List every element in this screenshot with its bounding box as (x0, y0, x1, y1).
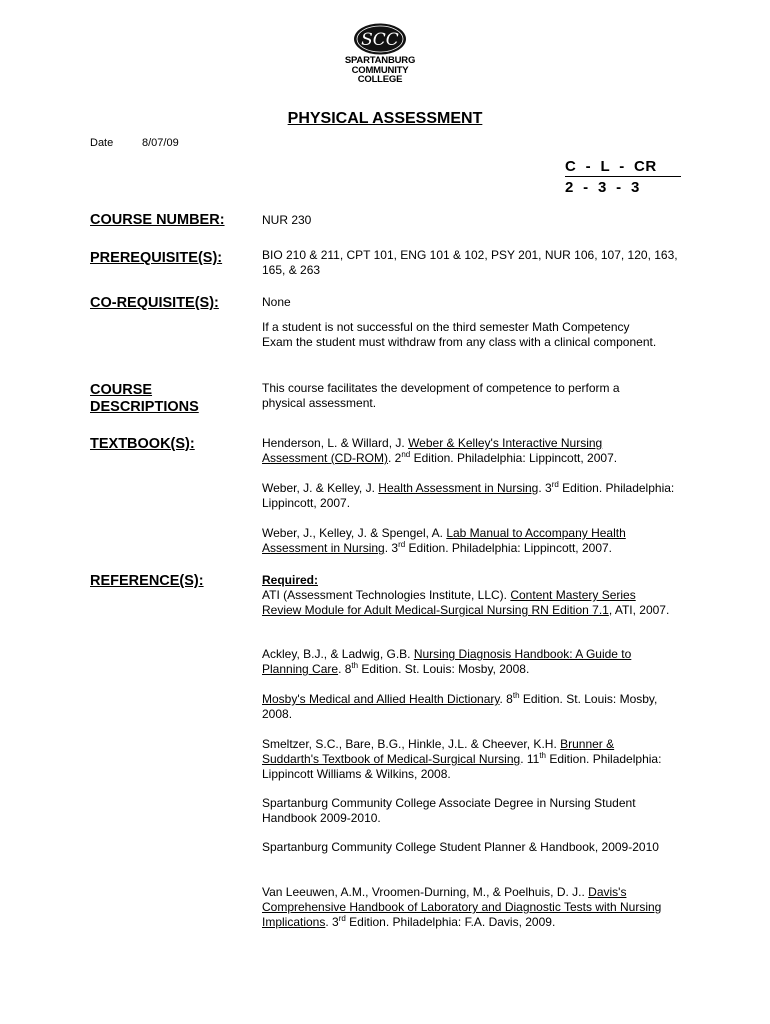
reference-edition-suffix: th (351, 661, 359, 670)
textbook-edition: . 3 (538, 481, 552, 495)
reference-item (262, 573, 672, 618)
reference-item: Spartanburg Community College Associate Degree in Nursing Student Handbook 2009-2010. (262, 796, 636, 825)
textbook-edition-suffix: rd (551, 480, 559, 489)
credit-hours-box (565, 158, 681, 196)
reference-edition: . 11 (520, 752, 540, 766)
course-description-label-line1: COURSE (90, 382, 153, 398)
logo-text-line3: COLLEGE (357, 74, 403, 85)
logo-text-line2: COMMUNITY (351, 64, 409, 76)
prerequisites-label: PREREQUISITE(S): (90, 250, 223, 266)
textbook-title: Lab Manual to Accompany Health Assessment in Nursing (262, 526, 626, 555)
reference-edition-suffix: th (512, 691, 520, 700)
college-logo (330, 22, 430, 85)
reference-title: Brunner & Suddarth's Textbook of Medical-Surgical Nursing (262, 737, 615, 766)
reference-title: Davis's Comprehensive Handbook of Laboratory and Diagnostic Tests with Nursing Implications (262, 885, 662, 929)
required-heading: Required: (262, 573, 319, 587)
reference-publisher: Edition. Philadelphia: F.A. Davis, 2009. (345, 915, 556, 929)
corequisites-note: If a student is not successful on the third semester Math Competency Exam the student must withdraw from any class with a clinical component. (262, 320, 657, 349)
textbook-edition-suffix: rd (398, 540, 406, 549)
reference-edition: . 8 (499, 692, 513, 706)
course-description-label-line2: DESCRIPTIONS (90, 399, 199, 415)
textbook-title: Health Assessment in Nursing (378, 481, 539, 495)
textbook-publisher: Edition. Philadelphia: Lippincott, 2007. (405, 541, 612, 555)
textbooks-label: TEXTBOOK(S): (90, 436, 195, 452)
date-label: Date (90, 137, 114, 149)
reference-authors: Van Leeuwen, A.M., Vroomen-Durning, M., & Poelhuis, D. J.. (262, 885, 589, 899)
reference-item (262, 647, 672, 677)
textbook-authors: Henderson, L. & Willard, J. (262, 436, 409, 450)
reference-edition-suffix: th (539, 751, 546, 760)
textbook-edition: . 3 (384, 541, 399, 555)
course-number-value: NUR 230 (262, 213, 312, 227)
reference-edition: , ATI, 2007. (608, 603, 670, 617)
textbook-edition: . 2 (388, 451, 402, 465)
reference-item (262, 885, 672, 930)
reference-publisher: Edition. Philadelphia: Lippincott Williams & Wilkins, 2008. (262, 752, 662, 781)
prerequisites-value: BIO 210 & 211, CPT 101, ENG 101 & 102, PSY 201, NUR 106, 107, 120, 163, 165, & 263 (262, 248, 678, 277)
reference-item: Spartanburg Community College Student Planner & Handbook, 2009-2010 (262, 840, 659, 854)
reference-authors: Ackley, B.J., & Ladwig, G.B. (262, 647, 414, 661)
textbook-authors: Weber, J., Kelley, J. & Spengel, A. (262, 526, 447, 540)
course-description-value: This course facilitates the development of competence to perform a physical assessment. (262, 381, 620, 410)
svg-text:SCC: SCC (361, 30, 399, 50)
textbook-title: Weber & Kelley's Interactive Nursing Assessment (CD-ROM) (262, 436, 603, 465)
textbook-authors: Weber, J. & Kelley, J. (262, 481, 379, 495)
course-number-label: COURSE NUMBER: (90, 212, 225, 228)
textbook-edition-suffix: nd (401, 450, 411, 459)
credit-hours-header: C - L - CR (565, 158, 681, 177)
reference-authors: Smeltzer, S.C., Bare, B.G., Hinkle, J.L. & Cheever, K.H. (262, 737, 561, 751)
textbook-item (262, 436, 662, 466)
reference-edition: . 3 (325, 915, 339, 929)
scc-monogram-icon (352, 22, 408, 56)
reference-item (262, 737, 672, 782)
textbook-publisher: Edition. Philadelphia: Lippincott, 2007. (410, 451, 618, 465)
credit-hours-values: 2 - 3 - 3 (565, 179, 640, 196)
document-title: PHYSICAL ASSESSMENT (287, 110, 483, 127)
logo-text-line1: SPARTANBURG (344, 55, 416, 66)
date-value: 8/07/09 (142, 137, 179, 149)
reference-publisher: Edition. St. Louis: Mosby, 2008. (262, 692, 658, 721)
textbook-item (262, 481, 682, 511)
corequisites-value: None (262, 295, 291, 309)
reference-authors: ATI (Assessment Technologies Institute, LLC). (262, 588, 511, 602)
reference-title: Content Mastery Series Review Module for Adult Medical-Surgical Nursing RN Edition 7.1 (262, 588, 636, 617)
reference-edition-suffix: rd (338, 914, 346, 923)
course-description-label (90, 382, 199, 416)
reference-publisher: Edition. St. Louis: Mosby, 2008. (358, 662, 530, 676)
corequisites-label: CO-REQUISITE(S): (90, 295, 219, 311)
textbook-item (262, 526, 662, 556)
textbook-publisher: Edition. Philadelphia: Lippincott, 2007. (262, 481, 675, 510)
reference-title: Nursing Diagnosis Handbook: A Guide to Planning Care (262, 647, 632, 676)
reference-title: Mosby's Medical and Allied Health Dictionary (262, 692, 500, 706)
reference-item (262, 692, 672, 722)
reference-edition: . 8 (338, 662, 352, 676)
references-label: REFERENCE(S): (90, 573, 204, 589)
